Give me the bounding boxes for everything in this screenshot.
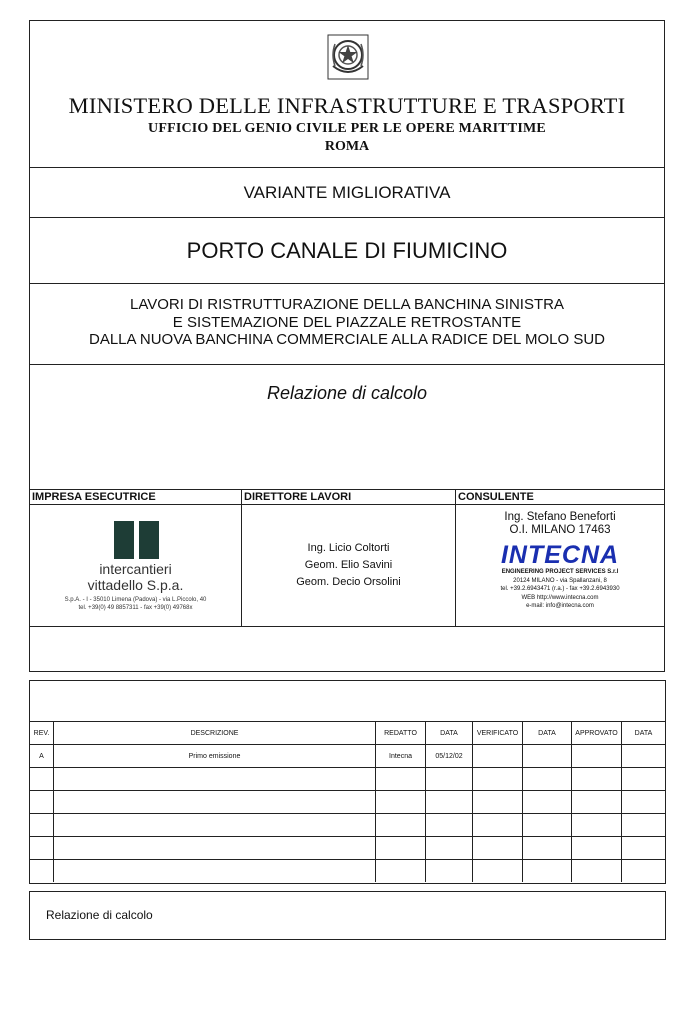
table-cell (54, 768, 376, 791)
title-block (29, 20, 665, 672)
table-row (30, 860, 665, 883)
table-cell (622, 768, 666, 791)
contractor-name (30, 561, 241, 593)
works-director-name: Geom. Elio Savini (304, 559, 393, 571)
table-header-row (30, 722, 665, 745)
table-cell (30, 814, 54, 837)
table-cell (473, 768, 523, 791)
table-cell (376, 837, 426, 860)
table-cell (54, 837, 376, 860)
table-cell (473, 791, 523, 814)
consultant-name (456, 511, 664, 537)
works-director-box (242, 506, 455, 626)
revision-table-box (29, 680, 666, 884)
table-cell (572, 814, 622, 837)
column-header: DATA (523, 722, 572, 745)
divider (30, 626, 664, 627)
table-cell: Primo emissione (54, 745, 376, 768)
table-cell (523, 814, 572, 837)
revision-table (30, 721, 665, 882)
parties-header-row (30, 489, 664, 505)
contractor-heading: IMPRESA ESECUTRICE (32, 491, 156, 503)
works-line-2: E SISTEMAZIONE DEL PIAZZALE RETROSTANTE (172, 313, 522, 331)
table-cell (622, 791, 666, 814)
table-cell (426, 768, 473, 791)
table-cell (30, 791, 54, 814)
table-cell (426, 860, 473, 883)
table-cell (523, 791, 572, 814)
table-cell (523, 768, 572, 791)
document-title: Relazione di calcolo (266, 383, 428, 403)
table-cell (572, 745, 622, 768)
footer-label: Relazione di calcolo (46, 908, 153, 922)
table-cell (622, 814, 666, 837)
consultant-heading: CONSULENTE (458, 491, 534, 503)
table-cell (30, 837, 54, 860)
table-row (30, 837, 665, 860)
contractor-box (30, 506, 241, 626)
consultant-registration: O.I. MILANO 17463 (509, 524, 611, 536)
table-row (30, 814, 665, 837)
table-cell (473, 814, 523, 837)
works-line-3: DALLA NUOVA BANCHINA COMMERCIALE ALLA RADICE DEL MOLO SUD (89, 331, 605, 348)
consultant-detail: 20124 MILANO - via Spallanzani, 8 (513, 577, 607, 584)
consultant-box (456, 506, 664, 626)
table-cell: Intecna (376, 745, 426, 768)
table-cell (376, 814, 426, 837)
table-cell (473, 837, 523, 860)
table-row (30, 745, 665, 768)
table-cell (572, 837, 622, 860)
table-cell (54, 814, 376, 837)
table-cell (30, 860, 54, 883)
contractor-name-line-2: vittadello S.p.a. (87, 577, 184, 593)
contractor-address (30, 596, 241, 612)
variant-title: VARIANTE MIGLIORATIVA (243, 183, 451, 202)
table-cell (523, 745, 572, 768)
intecna-logo: INTECNA (500, 541, 620, 569)
ministry-name: MINISTERO DELLE INFRASTRUTTURE E TRASPORTI (68, 93, 626, 118)
works-director-names (242, 540, 455, 591)
works-director-heading: DIRETTORE LAVORI (244, 491, 352, 503)
works-section (30, 284, 664, 365)
table-cell (376, 768, 426, 791)
table-cell (572, 768, 622, 791)
table-cell (376, 791, 426, 814)
column-header: DESCRIZIONE (54, 722, 376, 745)
table-cell (30, 768, 54, 791)
table-cell (622, 837, 666, 860)
office-name: UFFICIO DEL GENIO CIVILE PER LE OPERE MARITTIME (148, 121, 546, 136)
column-header: DATA (622, 722, 666, 745)
column-header: APPROVATO (572, 722, 622, 745)
city-name: ROMA (324, 139, 370, 154)
column-header: VERIFICATO (473, 722, 523, 745)
contractor-name-line-1: intercantieri (99, 561, 172, 577)
consultant-detail: WEB http://www.intecna.com (521, 594, 599, 601)
column-header: REDATTO (376, 722, 426, 745)
consultant-detail: ENGINEERING PROJECT SERVICES S.r.l (501, 569, 619, 575)
table-cell: 05/12/02 (426, 745, 473, 768)
column-header: DATA (426, 722, 473, 745)
footer-title (29, 891, 666, 940)
contractor-address-line-2: tel. +39(0) 49 8857311 - fax +39(0) 49768x (78, 605, 193, 611)
works-director-name: Geom. Decio Orsolini (296, 576, 401, 588)
project-section (30, 218, 664, 284)
consultant-detail: tel. +39.2.6943471 (r.a.) - fax +39.2.6943930 (500, 586, 620, 592)
table-row (30, 791, 665, 814)
contractor-address-line-1: S.p.A. - I - 35010 Limena (Padova) - via L.Piccolo, 40 (64, 597, 207, 603)
table-cell (376, 860, 426, 883)
table-cell (426, 814, 473, 837)
table-cell (54, 791, 376, 814)
table-cell (426, 791, 473, 814)
table-cell (622, 745, 666, 768)
table-cell (54, 860, 376, 883)
table-cell (622, 860, 666, 883)
consultant-details (456, 568, 664, 611)
italian-republic-emblem-icon (327, 34, 369, 80)
table-cell (572, 860, 622, 883)
consultant-engineer: Ing. Stefano Beneforti (504, 511, 616, 523)
works-director-name: Ing. Licio Coltorti (307, 542, 390, 554)
table-cell (473, 745, 523, 768)
table-cell (473, 860, 523, 883)
variant-section (30, 168, 664, 218)
column-header: REV. (30, 722, 54, 745)
table-cell (523, 837, 572, 860)
table-cell (426, 837, 473, 860)
ministry-header (30, 21, 664, 168)
document-title-section (30, 365, 664, 508)
consultant-detail: e-mail: info@intecna.com (526, 603, 594, 609)
table-cell (523, 860, 572, 883)
table-cell: A (30, 745, 54, 768)
works-line-1: LAVORI DI RISTRUTTURAZIONE DELLA BANCHINA SINISTRA (130, 296, 564, 313)
project-title: PORTO CANALE DI FIUMICINO (186, 238, 508, 263)
intercantieri-logo-icon (114, 521, 160, 559)
table-row (30, 768, 665, 791)
table-cell (572, 791, 622, 814)
